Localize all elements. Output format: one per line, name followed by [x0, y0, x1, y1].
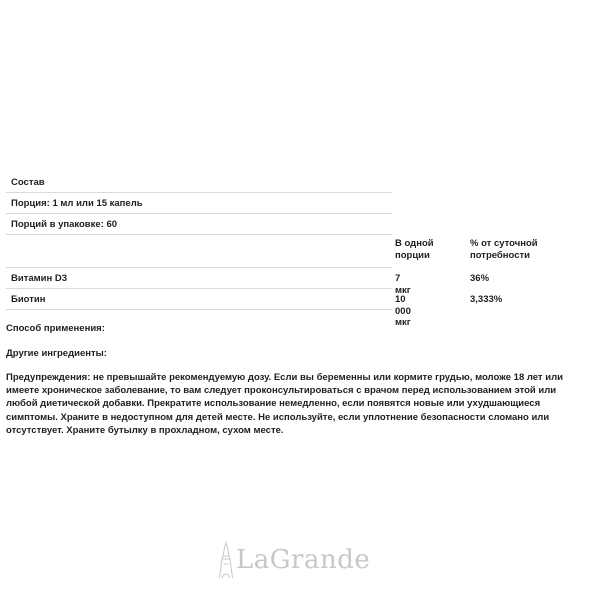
- warnings-text: Предупреждения: не превышайте рекомендуемую дозу. Если вы беременны или кормите грудью, моложе 18 лет или имеете хроническое заболевание, то вам следует проконсультироваться с врачом перед использованием этой или любой диетической добавки. Прекратите использование немедленно, если появятся новые или ухудшающиеся симптомы. Храните в недоступном для детей месте. Не используйте, если уплотнение безопасности сломано или отсутствует. Храните бутылку в прохладном, сухом месте.: [6, 372, 563, 436]
- eiffel-tower-icon: [218, 540, 234, 580]
- nutrient-name: Витамин D3: [11, 273, 68, 284]
- nutrient-daily-value: 36%: [470, 273, 490, 284]
- nutrient-row: [6, 289, 503, 328]
- amount-column-header: В одной порции: [395, 238, 434, 261]
- nutrient-row: [6, 268, 490, 296]
- nutrient-amount: 7 мкг: [395, 273, 411, 296]
- servings-per-pack: Порций в упаковке: 60: [11, 219, 118, 230]
- supplement-facts-table: [6, 172, 538, 328]
- facts-header-row: [6, 235, 538, 268]
- nutrient-amount: 10 000 мкг: [395, 294, 411, 328]
- facts-title-row: [6, 172, 392, 193]
- daily-value-column-header: % от суточной потребности: [470, 238, 538, 261]
- serving-size: Порция: 1 мл или 15 капель: [11, 198, 143, 209]
- logo-wordmark: LaGrande: [236, 545, 371, 575]
- other-ingredients-heading: Другие ингредиенты:: [6, 348, 107, 359]
- usage-heading: Способ применения:: [6, 323, 105, 334]
- servings-per-pack-row: [6, 214, 392, 235]
- lagrande-logo: [218, 540, 370, 580]
- nutrient-name: Биотин: [11, 294, 46, 305]
- nutrient-daily-value: 3,333%: [470, 294, 503, 305]
- facts-title: Состав: [11, 177, 45, 188]
- product-info-sections: [6, 322, 586, 437]
- serving-size-row: [6, 193, 392, 214]
